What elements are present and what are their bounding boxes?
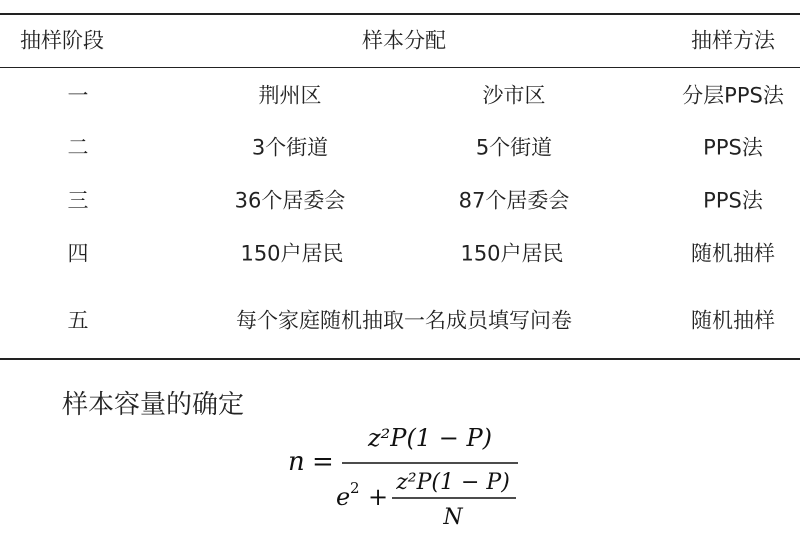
row-5-allocation-merged: 每个家庭随机抽取一名成员填写问卷 [236, 308, 572, 333]
row-4-method: 随机抽样 [691, 241, 775, 266]
row-1-method: 分层PPS法 [682, 83, 784, 108]
row-5-method: 随机抽样 [691, 308, 775, 333]
row-4-allocation-b: 150户居民 [460, 241, 564, 266]
row-1-allocation-b: 沙市区 [482, 83, 546, 108]
header-stage: 抽样阶段 [20, 28, 104, 53]
row-5-stage: 五 [67, 308, 89, 333]
header-method: 抽样方法 [691, 28, 775, 53]
formula-numerator: z²P(1 − P) [368, 424, 492, 452]
row-3-method: PPS法 [703, 188, 763, 213]
row-1-stage: 一 [67, 83, 89, 108]
formula-plus: + [368, 483, 389, 511]
row-2-allocation-b: 5个街道 [475, 135, 553, 160]
sampling-table [0, 13, 800, 360]
formula-lhs: n [288, 447, 305, 477]
formula-denominator-e: e [336, 483, 351, 511]
formula-inner-numerator: z²P(1 − P) [396, 470, 510, 495]
row-3-stage: 三 [67, 188, 89, 213]
formula-title: 样本容量的确定 [62, 390, 245, 420]
formula-equals: = [312, 447, 334, 477]
row-4-allocation-a: 150户居民 [240, 241, 344, 266]
row-2-allocation-a: 3个街道 [251, 135, 329, 160]
sample-size-formula [0, 360, 800, 534]
sample-size-section [0, 360, 800, 534]
row-2-stage: 二 [67, 135, 89, 160]
row-4-stage: 四 [67, 241, 89, 266]
row-3-allocation-a: 36个居委会 [234, 188, 346, 213]
formula-inner-denominator: N [443, 505, 463, 530]
header-divider [0, 67, 800, 68]
formula-denominator-exp: 2 [350, 479, 360, 497]
row-3-allocation-b: 87个居委会 [458, 188, 570, 213]
row-1-allocation-a: 荆州区 [258, 83, 322, 108]
row-2-method: PPS法 [703, 135, 763, 160]
header-allocation: 样本分配 [362, 28, 446, 53]
